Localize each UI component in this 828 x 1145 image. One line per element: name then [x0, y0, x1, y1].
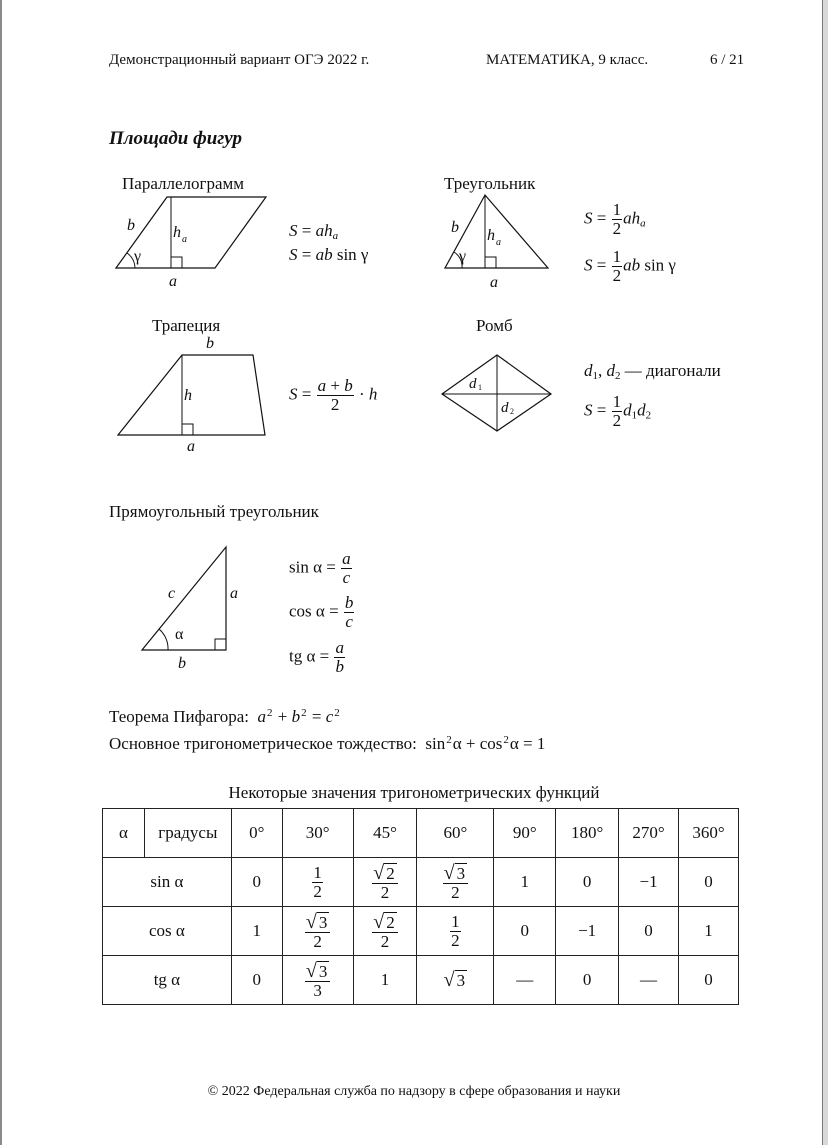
value-cell: √ 3 — [417, 956, 494, 1005]
value-cell: 0 — [619, 907, 679, 956]
value-cell: 1 — [231, 907, 282, 956]
cos-definition: cos α = $\frac{b}{c}$ — [289, 593, 354, 631]
rhombus-label: Ромб — [476, 316, 513, 335]
header-cell: 45° — [353, 809, 417, 858]
header-cell: 360° — [679, 809, 739, 858]
value-cell: — — [619, 956, 679, 1005]
svg-text:a: a — [169, 273, 177, 290]
right-triangle-label: Прямоугольный треугольник — [109, 502, 319, 521]
svg-text:b: b — [206, 335, 214, 352]
svg-text:a: a — [230, 585, 238, 602]
value-cell: $\frac{√ 3}{3}$ — [282, 956, 353, 1005]
table-header-row — [103, 809, 739, 858]
triangle-formula-sin: S = $\frac{1}{2}$ ab sin γ — [584, 247, 676, 285]
value-cell: −1 — [556, 907, 619, 956]
value-cell: 0 — [556, 956, 619, 1005]
header-cell: 90° — [494, 809, 556, 858]
section-title: Площади фигур — [109, 128, 242, 149]
svg-text:b: b — [451, 219, 459, 236]
triangle-label: Треугольник — [444, 174, 536, 193]
svg-text:h: h — [487, 227, 495, 244]
value-cell: 0 — [679, 858, 739, 907]
triangle-formula-ah: S = $\frac{1}{2}$ $ah_a$ — [584, 200, 646, 238]
svg-text:a: a — [496, 237, 501, 248]
trapezoid-formula: S = $\frac{a + b}{2}$ · h — [289, 376, 378, 414]
svg-text:b: b — [127, 217, 135, 234]
triangle-diagram — [440, 190, 560, 290]
svg-text:b: b — [178, 655, 186, 672]
pythagoras-label: Теорема Пифагора: — [109, 707, 250, 726]
table-row-sin — [103, 858, 739, 907]
svg-text:a: a — [182, 234, 187, 245]
page-right-edge — [822, 0, 828, 1145]
header-subject: МАТЕМАТИКА, 9 класс. — [486, 52, 649, 68]
parallelogram-formula-sin: S = ab sin γ — [289, 245, 369, 264]
sin-definition: sin α = $\frac{a}{c}$ — [289, 549, 351, 587]
value-cell: $\frac{√ 2}{2}$ — [353, 907, 417, 956]
parallelogram-diagram — [108, 193, 278, 293]
svg-text:γ: γ — [134, 248, 142, 265]
pythagoras-line — [109, 707, 341, 727]
header-cell: 270° — [619, 809, 679, 858]
footer-copyright: © 2022 Федеральная служба по надзору в сфере образования и науки — [207, 1084, 621, 1099]
value-cell: $\frac{1}{2}$ — [417, 907, 494, 956]
row-name-sin: sin α — [103, 858, 232, 907]
svg-text:d: d — [469, 376, 477, 392]
svg-text:a: a — [490, 274, 498, 290]
svg-text:α: α — [175, 626, 184, 643]
value-cell: 0 — [679, 956, 739, 1005]
value-cell: $\frac{√ 2}{2}$ — [353, 858, 417, 907]
header-page-number: 6 / 21 — [710, 52, 745, 68]
table-row-cos — [103, 907, 739, 956]
value-cell: — — [494, 956, 556, 1005]
rhombus-diagram — [436, 350, 556, 440]
svg-text:1: 1 — [478, 383, 482, 392]
svg-text:γ: γ — [459, 248, 467, 265]
page-left-edge — [0, 0, 2, 1145]
header-exam-title: Демонстрационный вариант ОГЭ 2022 г. — [109, 52, 370, 68]
value-cell: 0 — [231, 858, 282, 907]
header-cell: 60° — [417, 809, 494, 858]
value-cell: −1 — [619, 858, 679, 907]
svg-text:h: h — [173, 224, 181, 241]
svg-text:a: a — [187, 438, 195, 454]
rhombus-diagonals-note: $d_1$, $d_2$ — диагонали — [584, 361, 721, 382]
svg-text:c: c — [168, 585, 176, 602]
value-cell: $\frac{√ 3}{2}$ — [282, 907, 353, 956]
identity-formula: $\sin^2\alpha + \cos^2\alpha = 1$ — [421, 734, 546, 753]
value-cell: 1 — [353, 956, 417, 1005]
svg-text:2: 2 — [510, 407, 514, 416]
value-cell: 1 — [494, 858, 556, 907]
value-cell: $\frac{1}{2}$ — [282, 858, 353, 907]
value-cell: 1 — [679, 907, 739, 956]
rhombus-formula: S = $\frac{1}{2}$ $d_1d_2$ — [584, 392, 652, 430]
tg-definition: tg α = $\frac{a}{b}$ — [289, 638, 344, 676]
alpha-header: α — [103, 809, 145, 858]
parallelogram-label: Параллелограмм — [122, 174, 245, 193]
header-cell: 180° — [556, 809, 619, 858]
row-name-tg: tg α — [103, 956, 232, 1005]
row-name-cos: cos α — [103, 907, 232, 956]
value-cell: $\frac{√ 3}{2}$ — [417, 858, 494, 907]
svg-text:h: h — [184, 387, 192, 404]
table-row-tg — [103, 956, 739, 1005]
parallelogram-formula-ah: $S = ah_a$ — [289, 221, 339, 242]
svg-text:d: d — [501, 400, 509, 416]
pythagoras-formula: $a^2 + b^2 = c^2$ — [257, 707, 340, 726]
right-triangle-diagram — [130, 540, 250, 675]
table-caption: Некоторые значения тригонометрических функций — [228, 783, 600, 802]
trapezoid-label: Трапеция — [152, 316, 221, 335]
trig-values-table — [102, 808, 739, 1005]
value-cell: 0 — [556, 858, 619, 907]
value-cell: 0 — [494, 907, 556, 956]
header-cell: 30° — [282, 809, 353, 858]
trapezoid-diagram — [110, 334, 280, 454]
degrees-header: градусы — [144, 809, 231, 858]
identity-label: Основное тригонометрическое тождество: — [109, 734, 417, 753]
header-cell: 0° — [231, 809, 282, 858]
value-cell: 0 — [231, 956, 282, 1005]
identity-line — [109, 734, 545, 754]
rhombus-diagonals-text: — диагонали — [624, 361, 721, 380]
